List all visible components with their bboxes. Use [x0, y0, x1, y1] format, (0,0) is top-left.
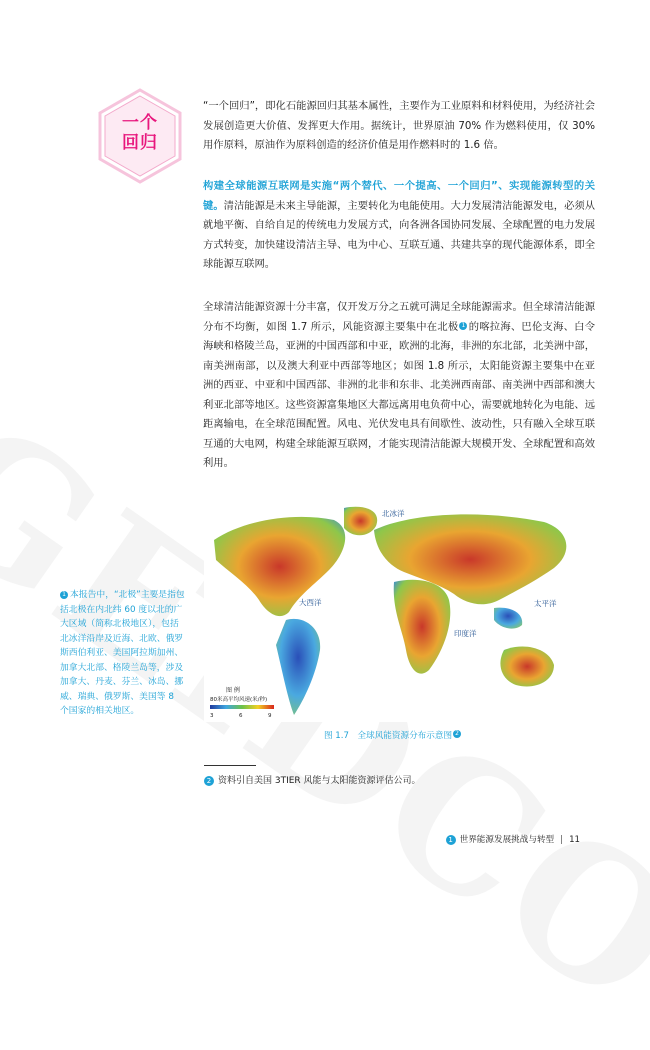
footnote [204, 773, 421, 786]
legend-subtitle: 80米高平均风速(米/秒) [210, 697, 268, 703]
chapter-marker: 1 [446, 835, 456, 845]
page-number: 11 [569, 835, 580, 845]
section-badge-line2: 回归 [122, 133, 158, 153]
section-badge-line1: 一个 [122, 113, 158, 133]
legend-tick-3: 3 [210, 713, 214, 719]
side-note-marker: 1 [60, 591, 68, 599]
footnote-text: 资料引自美国 3TIER 风能与太阳能资源评估公司。 [218, 776, 421, 786]
section-badge [92, 88, 188, 184]
footnote-marker-1[interactable]: 1 [459, 322, 467, 330]
figure-caption [204, 729, 582, 741]
key-point-body: 清洁能源是未来主导能源，主要转化为电能使用。大力发展清洁能源发电，必须从就地平衡、自给自足的传统电力发展方式，向各洲各国协同发展、全球配置的电力发展方式转变，加快建设清洁主导、电为中心、互联互通、共建共享的现代能源体系，即全球能源互联网。 [203, 199, 596, 270]
section-badge-label [92, 113, 188, 153]
footnote-marker: 2 [204, 776, 214, 786]
page-footer [446, 833, 580, 845]
paragraph-resources [203, 298, 595, 474]
legend-color-bar [210, 705, 274, 709]
legend-title: 图 例 [226, 687, 240, 694]
key-point-highlight: 构建全球能源互联网是实施“两个替代、一个提高、一个回归”、实现能源转型的关键。 [203, 180, 595, 212]
ocean-label-indian: 印度洋 [454, 629, 477, 638]
wind-resource-map [204, 500, 582, 722]
resources-text-part1: 全球清洁能源资源十分丰富，仅开发万分之五就可满足全球能源需求。但全球清洁能源分布不均衡，如图 1.7 所示，风能资源主要集中在北极 [203, 301, 595, 333]
ocean-label-arctic: 北冰洋 [382, 509, 405, 518]
resources-text-part2: 的喀拉海、巴伦支海、白令海峡和格陵兰岛，亚洲的中国西部和中亚，欧洲的北海，非洲的东北部，北美洲中部，南美洲南部，以及澳大利亚中西部等地区；如图 1.8 所示，太阳能资源主要集中在亚洲的西亚、中亚和中国西部、非洲的北非和东非、北美洲西南部、南美洲中西部和澳大利亚北部等地区。这些资源富集地区大都远离用电负荷中心，需要就地转化为电能、远距离输电，在全球范围配置。风电、光伏发电具有间歇性、波动性，只有融入全球互联互通的大电网，构建全球能源互联网，才能实现清洁能源大规模开发、全球配置和高效利用。 [203, 320, 596, 469]
legend-tick-9: 9 [268, 713, 272, 719]
footnote-rule [204, 765, 256, 766]
footnote-marker-2[interactable]: 2 [453, 730, 461, 738]
ocean-label-atlantic: 大西洋 [299, 598, 322, 607]
footer-separator: | [560, 835, 564, 845]
side-note [60, 588, 185, 719]
legend-tick-6: 6 [239, 713, 243, 719]
ocean-label-pacific: 太平洋 [534, 599, 557, 608]
paragraph-one-return: “一个回归”，即化石能源回归其基本属性，主要作为工业原料和材料使用，为经济社会发展创造更大价值、发挥更大作用。据统计，世界原油 70% 作为燃料使用，仅 30% 用作原料，原油作为原料创造的经济价值是用作燃料时的 1.6 倍。 [203, 100, 595, 151]
book-title: 世界能源发展挑战与转型 [459, 835, 555, 845]
figure-caption-text: 图 1.7 全球风能资源分布示意图 [323, 731, 453, 741]
paragraph-key-point [203, 177, 595, 275]
side-note-text: 本报告中，“北极”主要是指包括北极在内北纬 60 度以北的广大区域（简称北极地区），包括北冰洋沿岸及近海、北欧、俄罗斯西伯利亚、美国阿拉斯加州、加拿大北部、格陵兰岛等，涉及加拿大、丹麦、芬兰、冰岛、挪威、瑞典、俄罗斯、美国等 8 个国家的相关地区。 [60, 590, 185, 716]
